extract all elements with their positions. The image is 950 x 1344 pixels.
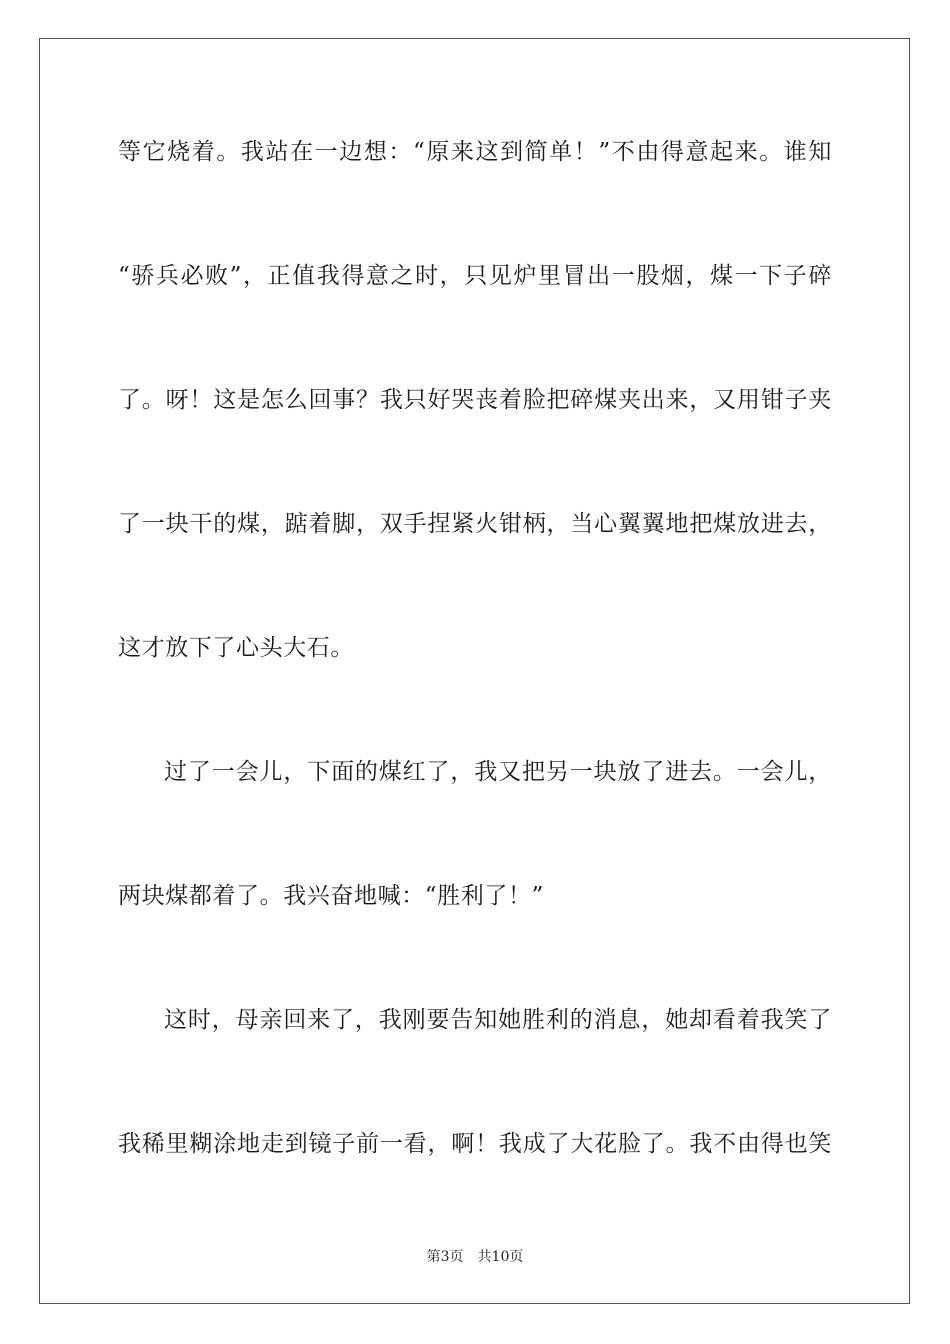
paragraph-line-6: 过了一会儿，下面的煤红了，我又把另一块放了进去。一会儿， — [164, 759, 832, 785]
paragraph-line-7: 两块煤都着了。我兴奋地喊：“胜利了！” — [118, 883, 544, 909]
paragraph-line-3: 了。呀！这是怎么回事？我只好哭丧着脸把碎煤夹出来，又用钳子夹 — [118, 387, 832, 413]
paragraph-line-5: 这才放下了心头大石。 — [118, 635, 354, 661]
paragraph-line-9: 我稀里糊涂地走到镜子前一看，啊！我成了大花脸了。我不由得也笑 — [118, 1131, 832, 1157]
paragraph-line-8: 这时，母亲回来了，我刚要告知她胜利的消息，她却看着我笑了 — [164, 1007, 832, 1033]
paragraph-line-4: 了一块干的煤，踮着脚，双手捏紧火钳柄，当心翼翼地把煤放进去， — [118, 511, 832, 537]
paragraph-line-2: “骄兵必败”，正值我得意之时，只见炉里冒出一股烟，煤一下子碎 — [118, 263, 832, 289]
paragraph-line-1: 等它烧着。我站在一边想：“原来这到简单！”不由得意起来。谁知 — [118, 139, 832, 165]
page-number-footer: 第3页 共10页 — [426, 1249, 524, 1265]
page-border — [39, 38, 910, 1304]
